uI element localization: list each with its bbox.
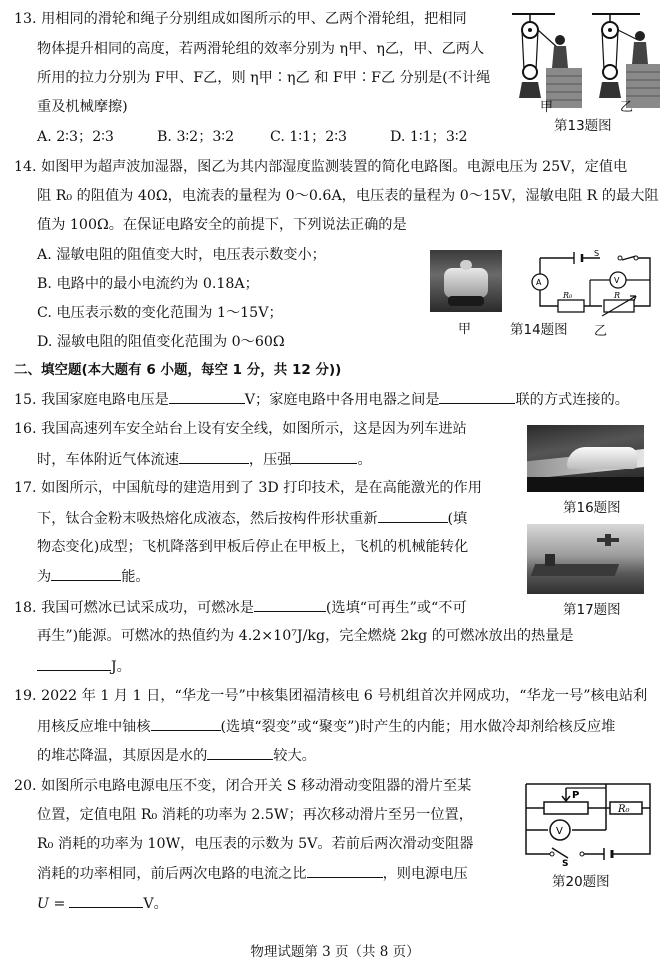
q17-line-1: 17. 如图所示，中国航母的建造用到了 3D 打印技术，是在高能激光的作用: [14, 480, 482, 496]
q13-line-1: 13. 用相同的滑轮和绳子分别组成如图所示的甲、乙两个滑轮组，把相同: [14, 11, 467, 27]
circuit-14-r0-label: R₀: [563, 291, 573, 300]
figure-13-caption: 第13题图: [554, 118, 612, 134]
q19-line-1: 19. 2022 年 1 月 1 日，“华龙一号”中核集团福清核电 6 号机组首次并网成功，“华龙一号”核电站利: [14, 688, 648, 704]
q20-line-3: R₀ 消耗的功率为 10W，电压表的示数为 5V。若前后两次滑动变阻器: [37, 836, 474, 852]
q16-text-3: 。: [357, 452, 372, 468]
figure-14-label-jia: 甲: [458, 322, 472, 337]
q14-option-c: C. 电压表示数的变化范围为 1～15V；: [37, 305, 283, 321]
figure-20-caption: 第20题图: [552, 874, 610, 890]
q17-line-3: 物态变化)成型；飞机降落到甲板后停止在甲板上，飞机的机械能转化: [37, 539, 469, 555]
q17-text-1: 下，钛合金粉末吸热熔化成液态，然后按构件形状重新: [37, 511, 378, 527]
q13-option-c: C. 1∶1；2∶3: [270, 129, 348, 145]
q20-blank-2[interactable]: [69, 893, 143, 908]
q13-line-2: 物体提升相同的高度，若两滑轮组的效率分别为 η甲、η乙，甲、乙两人: [37, 41, 485, 57]
q16-line-1: 16. 我国高速列车安全站台上设有安全线，如图所示，这是因为列车进站: [14, 421, 467, 437]
circuit-14-r-label: R: [614, 291, 621, 300]
q14-line-2: 阻 R₀ 的阻值为 40Ω，电流表的量程为 0～0.6A，电压表的量程为 0～15V，湿敏电阻 R 的最大阻: [37, 188, 659, 204]
q15-text-1: 15. 我国家庭电路电压是: [14, 392, 169, 408]
q20-line-4: [37, 863, 468, 884]
figure-17-caption: 第17题图: [563, 602, 621, 618]
q13-option-a: A. 2∶3；2∶3: [37, 129, 114, 145]
q18-line-3: [37, 656, 131, 677]
figure-13: [510, 10, 660, 134]
q18-blank-1[interactable]: [254, 597, 326, 612]
q15-text-3: 联的方式连接的。: [515, 392, 629, 408]
figure-13-label-yi: 乙: [620, 100, 634, 115]
q15-text-2: V；家庭电路中各用电器之间是: [244, 392, 440, 408]
circuit-14-voltmeter-label: V: [614, 276, 620, 285]
question-15: [14, 389, 629, 410]
q19-blank-2[interactable]: [207, 745, 273, 760]
figure-13-label-jia: 甲: [540, 100, 554, 115]
circuit-14-switch-label: S: [594, 250, 600, 258]
q14-option-d: D. 湿敏电阻的阻值变化范围为 0～60Ω: [37, 334, 285, 350]
q19-text-4: 较大。: [273, 748, 316, 764]
figure-14-caption: 第14题图: [510, 322, 568, 338]
q18-text-3: J。: [111, 659, 131, 675]
q16-text-2: ，压强: [248, 452, 292, 468]
page-footer: 物理试题第 3 页（共 8 页）: [250, 944, 420, 960]
q13-line-3: 所用的拉力分别为 F甲、F乙，则 η甲∶η乙 和 F甲∶F乙 分别是(不计绳: [37, 70, 491, 86]
q19-blank-1[interactable]: [151, 716, 221, 731]
figure-14-label-yi: 乙: [594, 324, 608, 339]
q18-line-2: 再生”)能源。可燃冰的热值约为 4.2×10⁷J/kg，完全燃烧 2kg 的可燃冰放出的热量是: [37, 628, 574, 644]
q19-text-1: 用核反应堆中铀核: [37, 719, 151, 735]
q16-line-2: [37, 449, 372, 470]
circuit-14-ammeter-label: A: [536, 278, 542, 287]
figure-20: [518, 778, 660, 890]
q18-text-1: 18. 我国可燃冰已试采成功，可燃冰是: [14, 600, 254, 616]
q16-text-1: 时，车体附近气体流速: [37, 452, 179, 468]
q15-blank-2[interactable]: [439, 389, 515, 404]
q20-line-1: 20. 如图所示电路电源电压不变，闭合开关 S 移动滑动变阻器的滑片至某: [14, 778, 472, 794]
section-2-title: 二、填空题(本大题有 6 小题，每空 1 分，共 12 分)): [14, 362, 342, 378]
q14-option-a: A. 湿敏电阻的阻值变大时，电压表示数变小；: [37, 247, 326, 263]
circuit-20-r0-label: R₀: [618, 804, 630, 815]
q14-option-b: B. 电路中的最小电流约为 0.18A；: [37, 276, 259, 292]
circuit-14: [530, 250, 658, 322]
q18-line-1: [14, 597, 467, 618]
q17-line-4: [37, 566, 150, 587]
figure-14: [428, 248, 660, 338]
q19-text-2: (选填“裂变”或“聚变”)时产生的内能；用水做冷却剂给核反应堆: [220, 719, 616, 735]
circuit-20-voltmeter-label: V: [556, 826, 563, 837]
q20-text-1: 消耗的功率相同，前后两次电路的电流之比: [37, 866, 307, 882]
humidifier-photo: [430, 250, 502, 312]
q17-text-2: (填: [447, 511, 468, 527]
q19-line-3: [37, 745, 316, 766]
q17-text-3: 为: [37, 569, 52, 585]
circuit-20-slider-label: P: [572, 790, 580, 801]
train-photo: [527, 425, 644, 492]
q20-blank-1[interactable]: [307, 863, 383, 878]
q17-blank-2[interactable]: [51, 566, 121, 581]
q16-blank-2[interactable]: [291, 449, 357, 464]
q14-line-1: 14. 如图甲为超声波加湿器，图乙为其内部湿度监测装置的简化电路图。电源电压为 25V，定值电: [14, 159, 628, 175]
q17-line-2: [37, 508, 467, 529]
q20-line-2: 位置，定值电阻 R₀ 消耗的功率为 2.5W；再次移动滑片至另一位置，: [37, 807, 473, 823]
q13-option-d: D. 1∶1；3∶2: [390, 129, 468, 145]
carrier-photo: [527, 524, 644, 594]
q19-line-2: [37, 716, 615, 737]
q19-text-3: 的堆芯降温，其原因是水的: [37, 748, 208, 764]
q13-line-4: 重及机械摩擦): [37, 99, 128, 115]
q18-blank-2[interactable]: [37, 656, 111, 671]
q15-blank-1[interactable]: [169, 389, 245, 404]
q18-text-2: (选填“可再生”或“不可: [325, 600, 467, 616]
q14-line-3: 值为 100Ω。在保证电路安全的前提下，下列说法正确的是: [37, 217, 407, 233]
figure-16-caption: 第16题图: [563, 500, 621, 516]
q16-blank-1[interactable]: [179, 449, 249, 464]
q13-option-b: B. 3∶2；3∶2: [157, 129, 235, 145]
q20-text-4: V。: [143, 896, 168, 912]
circuit-20-switch-label: S: [562, 859, 569, 868]
q17-blank-1[interactable]: [378, 508, 448, 523]
q20-text-2: ，则电源电压: [382, 866, 468, 882]
circuit-20: [518, 778, 660, 868]
pulley-diagram: [510, 10, 660, 115]
q20-text-3: U =: [37, 896, 66, 912]
q20-line-5: [37, 893, 168, 914]
q17-text-4: 能。: [121, 569, 150, 585]
